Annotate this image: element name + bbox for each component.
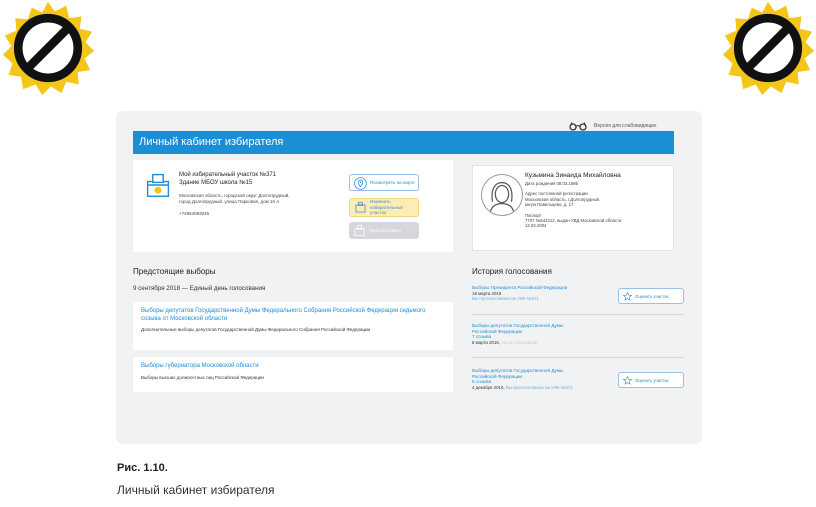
change-precinct-icon xyxy=(354,201,367,214)
history-election-link[interactable] xyxy=(472,368,600,385)
registration-address: Московская область, г.Долгопрудный, xyxy=(525,196,601,202)
figure-caption: Личный кабинет избирателя xyxy=(117,483,275,497)
history-convocation: 7 созыва xyxy=(472,334,492,340)
passport-date: 12.04.2004 xyxy=(525,223,547,229)
voter-dob: Дата рождения 08.03.1986 xyxy=(525,181,579,186)
voter-profile-card xyxy=(472,165,674,251)
history-item xyxy=(472,323,684,358)
history-election-link[interactable]: Выборы Президента Российской Федерации xyxy=(472,285,568,290)
passport-label: Паспорт xyxy=(525,212,542,218)
history-title-line: Выборы депутатов Государственной Думы xyxy=(472,323,564,328)
history-election-link[interactable] xyxy=(472,323,600,340)
change-precinct-label: участок xyxy=(370,210,387,216)
history-item xyxy=(472,368,684,410)
election-link[interactable]: Выборы губернатора Московской области xyxy=(141,363,259,369)
ballot-box-icon xyxy=(145,172,171,198)
avatar xyxy=(481,174,523,216)
upcoming-elections-title: Предстоящие выборы xyxy=(133,267,216,276)
history-status: Вы проголосовали на УИК №371 xyxy=(472,296,539,301)
passport-details: 7707 №542212, выдан УВД Московской области xyxy=(525,218,622,224)
precinct-address-line: город Долгопрудный, улица Парковая, дом 10 А xyxy=(179,199,280,204)
history-title-line: Российской Федерации xyxy=(472,328,522,334)
precinct-building: Здание МБОУ школа №15 xyxy=(179,179,253,186)
view-map-label: Посмотреть на карте xyxy=(370,179,415,185)
history-convocation: 6 созыва xyxy=(472,379,492,385)
rate-precinct-label: Оценить участок xyxy=(635,293,669,299)
figure-number: Рис. 1.10. xyxy=(117,462,168,474)
rate-precinct-button[interactable] xyxy=(618,372,684,388)
vote-label: Проголосовать xyxy=(369,227,401,233)
rate-precinct-label: Оценить участок xyxy=(635,377,669,383)
precinct-card xyxy=(133,160,453,252)
voter-name: Кузьмина Зинаида Михайловна xyxy=(525,172,621,179)
voting-history-title: История голосования xyxy=(472,267,552,276)
election-card xyxy=(133,357,453,392)
accessibility-label: Версия для слабовидящих xyxy=(594,123,657,129)
registration-address: мк-рн Павельцево, д. 17 xyxy=(525,202,574,208)
history-item xyxy=(472,285,684,315)
election-card xyxy=(133,302,453,350)
location-pin-icon xyxy=(354,177,367,190)
voter-details xyxy=(525,172,671,229)
view-map-button[interactable] xyxy=(349,174,419,191)
ballot-box-icon xyxy=(353,224,366,237)
election-title-line: созыва от Московской области xyxy=(141,315,228,322)
history-date: 4 декабря 2016, xyxy=(472,384,505,390)
star-icon xyxy=(623,292,632,301)
history-status: Вы проголосовали на УИК №371 xyxy=(505,384,573,390)
star-icon xyxy=(623,376,632,385)
page-header: Личный кабинет избирателя xyxy=(133,131,674,154)
election-link[interactable] xyxy=(141,308,445,323)
vote-button[interactable] xyxy=(349,222,419,239)
registration-label: Адрес постоянной регистрации xyxy=(525,191,588,197)
history-title-line: Российской Федерации xyxy=(472,373,522,379)
election-subtitle: Выборы высших должностных лиц Российской Федерации xyxy=(141,374,264,380)
election-day-line: 9 сентября 2018 — Единый день голосования xyxy=(133,285,266,292)
history-title-line: Выборы депутатов Государственной Думы xyxy=(472,368,564,373)
history-status: вы не голосовали xyxy=(501,339,538,345)
change-precinct-button[interactable] xyxy=(349,198,419,217)
precinct-info xyxy=(179,172,339,216)
election-subtitle: Дополнительные выборы депутатов Государственной Думы Федерального Собрания Российской Федерации xyxy=(141,327,371,332)
history-date: 8 марта 2016, xyxy=(472,339,501,345)
change-precinct-label: Изменить избирательный xyxy=(370,199,403,210)
precinct-address-line: Московская область, городской округ Долгопрудный, xyxy=(179,193,290,198)
election-title-line: Выборы депутатов Государственной Думы Федерального Собрания Российской Федерации седьмого xyxy=(141,308,426,314)
prohibited-sign-icon xyxy=(0,0,96,96)
precinct-number: Мой избирательный участок №371 xyxy=(179,172,277,178)
precinct-address xyxy=(179,193,339,205)
history-date: 18 марта 2018 xyxy=(472,290,502,296)
history-date-row xyxy=(472,340,684,345)
precinct-phone: +74954083045 xyxy=(179,211,210,216)
prohibited-sign-icon xyxy=(720,0,816,96)
rate-precinct-button[interactable] xyxy=(618,288,684,304)
